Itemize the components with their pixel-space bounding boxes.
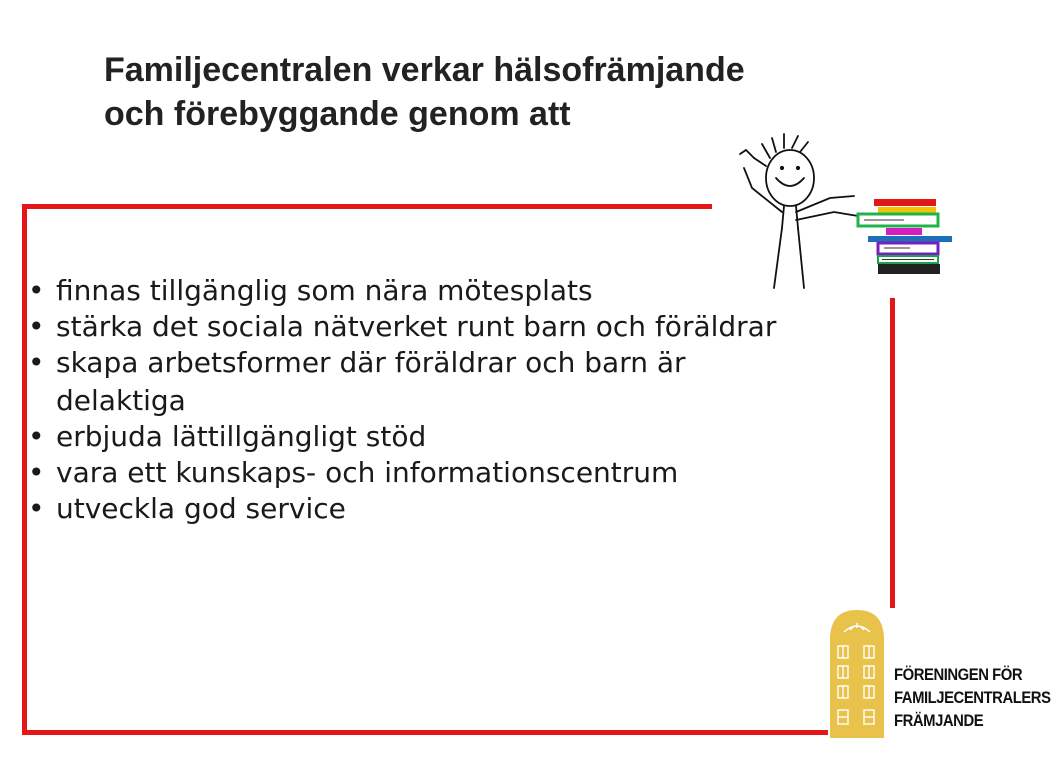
bullet-dot: • (28, 310, 45, 343)
frame-bottom-line (22, 730, 828, 735)
bullet-list (28, 272, 908, 526)
bullet-dot: • (28, 274, 45, 307)
bullet-item (28, 308, 908, 346)
bullet-dot: • (28, 492, 45, 525)
bullet-item (28, 454, 908, 492)
bullet-text: utveckla god service (56, 492, 346, 525)
bullet-dot: • (28, 420, 45, 453)
bullet-text: erbjuda lättillgängligt stöd (56, 420, 427, 453)
logo-text (894, 664, 1051, 733)
frame-top-line (22, 204, 712, 209)
slide-title (104, 48, 864, 136)
logo-text-line-2: FAMILJECENTRALERS (894, 689, 1051, 707)
bullet-item (28, 344, 908, 420)
bullet-item (28, 490, 908, 528)
stick-figure-with-books-icon (734, 128, 956, 288)
logo-text-line-3: FRÄMJANDE (894, 712, 984, 730)
slide-title-line-1: Familjecentralen verkar hälsofrämjande (104, 51, 745, 89)
bullet-item (28, 418, 908, 456)
bullet-text: stärka det sociala nätverket runt barn och föräldrar (56, 310, 777, 343)
slide-title-line-2: och förebyggande genom att (104, 95, 571, 133)
house-logo-icon (826, 606, 888, 738)
bullet-text: finnas tillgänglig som nära mötesplats (56, 274, 593, 307)
bullet-dot: • (28, 456, 45, 489)
frame-left-line (22, 204, 27, 734)
bullet-text: vara ett kunskaps- och informationscentrum (56, 456, 679, 489)
bullet-dot: • (28, 346, 45, 379)
bullet-text: skapa arbetsformer där föräldrar och barn är delaktiga (56, 346, 686, 417)
logo-text-line-1: FÖRENINGEN FÖR (894, 666, 1023, 684)
